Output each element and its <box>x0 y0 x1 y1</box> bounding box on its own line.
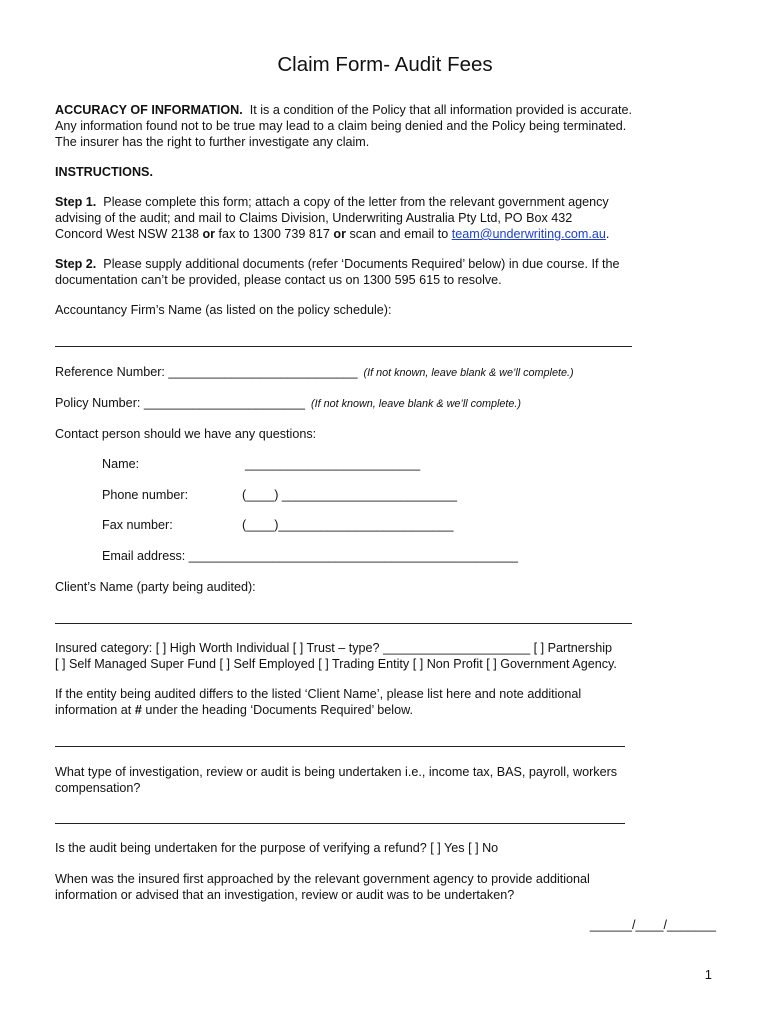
policy-number-label: Policy Number: <box>55 396 144 410</box>
step2-label: Step 2. <box>55 257 97 271</box>
accuracy-text-1: It is a condition of the Policy that all information provided is accurate. <box>249 103 632 117</box>
contact-name-field[interactable]: _________________________ <box>245 457 421 471</box>
step2-line-2: documentation can’t be provided, please contact us on 1300 595 615 to resolve. <box>55 273 502 287</box>
differs-line-1: If the entity being audited differs to the listed ‘Client Name’, please list here and note additional <box>55 687 582 701</box>
contact-fax-field[interactable]: (____)_________________________ <box>242 518 454 532</box>
step2-line-1 <box>55 256 619 272</box>
differs-field[interactable] <box>55 746 625 747</box>
reference-number-hint: (If not known, leave blank & we’ll complete.) <box>363 367 574 379</box>
insured-category-line-1[interactable]: Insured category: [ ] High Worth Individual [ ] Trust – type? _____________________ [ ] Partnership <box>55 641 613 655</box>
firm-name-label: Accountancy Firm’s Name (as listed on the policy schedule): <box>55 303 392 317</box>
contact-email-row <box>102 548 518 564</box>
instructions-heading: INSTRUCTIONS. <box>55 165 153 179</box>
investigation-field[interactable] <box>55 823 625 824</box>
step2-text-1: Please supply additional documents (refer ‘Documents Required’ below) in due course. If the <box>103 257 620 271</box>
firm-name-field[interactable] <box>55 346 632 347</box>
accuracy-line-1 <box>55 102 632 118</box>
client-name-field[interactable] <box>55 623 632 624</box>
page-title: Claim Form- Audit Fees <box>277 53 493 76</box>
investigation-line-1: What type of investigation, review or audit is being undertaken i.e., income tax, BAS, payroll, workers <box>55 765 618 779</box>
differs-line-2: information at # under the heading ‘Documents Required’ below. <box>55 703 413 717</box>
approached-line-2: information or advised that an investigation, review or audit was to be undertaken? <box>55 888 515 902</box>
policy-number-row <box>55 395 521 412</box>
contact-fax-label: Fax number: <box>102 518 173 532</box>
reference-number-row <box>55 364 574 381</box>
accuracy-line-3: The insurer has the right to further investigate any claim. <box>55 135 370 149</box>
investigation-line-2: compensation? <box>55 781 141 795</box>
policy-number-field[interactable]: _______________________ <box>143 396 305 410</box>
accuracy-heading: ACCURACY OF INFORMATION. <box>55 103 243 117</box>
contact-email-field[interactable]: _______________________________________________ <box>188 549 518 563</box>
client-name-label: Client’s Name (party being audited): <box>55 580 256 594</box>
refund-question[interactable]: Is the audit being undertaken for the purpose of verifying a refund? [ ] Yes [ ] No <box>55 841 499 855</box>
step1-label: Step 1. <box>55 195 97 209</box>
contact-phone-field[interactable]: (____) _________________________ <box>242 488 458 502</box>
policy-number-hint: (If not known, leave blank & we’ll complete.) <box>310 398 522 410</box>
approached-line-1: When was the insured first approached by the relevant government agency to provide additional <box>55 872 590 886</box>
email-link[interactable]: team@underwriting.com.au <box>451 227 606 241</box>
accuracy-line-2: Any information found not to be true may lead to a claim being denied and the Policy being terminated. <box>55 119 627 133</box>
contact-phone-label: Phone number: <box>102 488 189 502</box>
step1-text-1: Please complete this form; attach a copy of the letter from the relevant government agency <box>103 195 609 209</box>
contact-name-label: Name: <box>102 457 140 471</box>
date-field[interactable]: ______/____/_______ <box>589 918 716 932</box>
page-number: 1 <box>704 967 712 982</box>
step1-line-3: Concord West NSW 2138 or fax to 1300 739 817 or scan and email to team@underwriting.com.au. <box>55 227 610 241</box>
step1-line-2: advising of the audit; and mail to Claims Division, Underwriting Australia Pty Ltd, PO Box 432 <box>55 211 573 225</box>
contact-email-label: Email address: <box>102 549 189 563</box>
insured-category-line-2[interactable]: [ ] Self Managed Super Fund [ ] Self Employed [ ] Trading Entity [ ] Non Profit [ ] Government Agency. <box>55 657 617 671</box>
reference-number-label: Reference Number: <box>55 365 169 379</box>
reference-number-field[interactable]: ___________________________ <box>168 365 358 379</box>
contact-person-label: Contact person should we have any questions: <box>55 427 317 441</box>
step1-line-1 <box>55 194 609 210</box>
